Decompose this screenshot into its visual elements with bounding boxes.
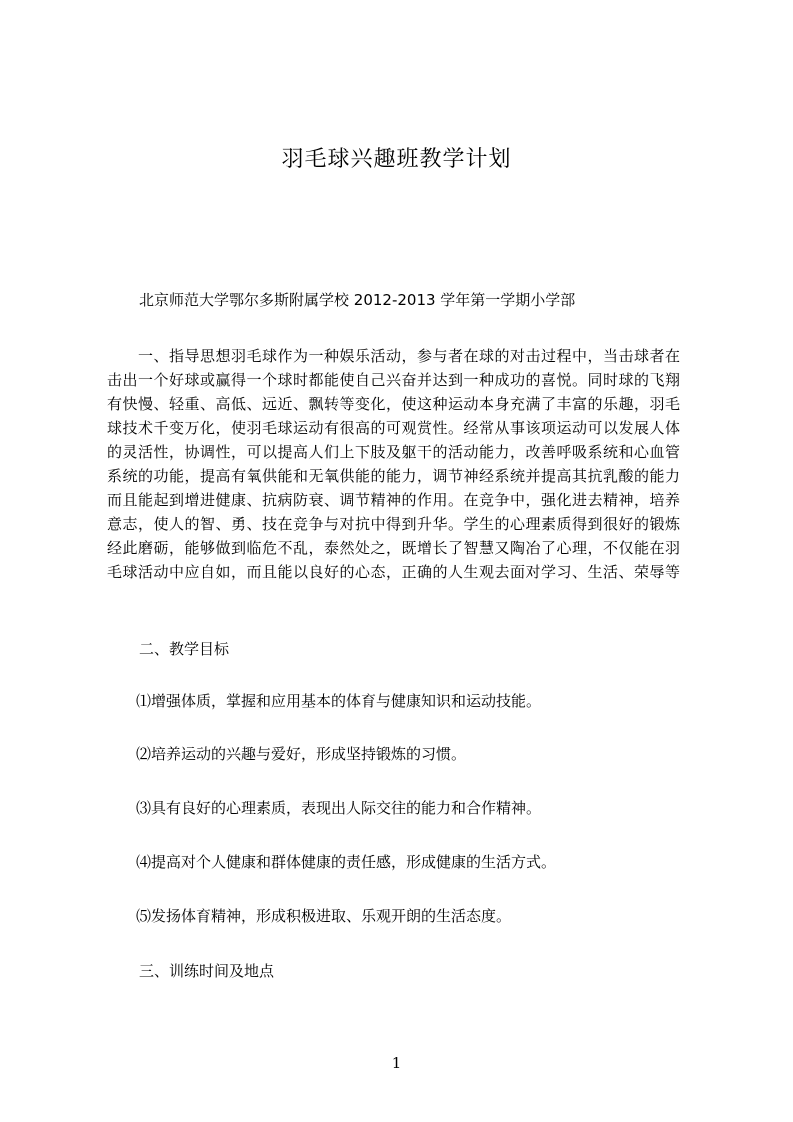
paragraph-line: 的灵活性，协调性，可以提高人们上下肢及躯干的活动能力，改善呼吸系统和心血管	[107, 443, 681, 461]
paragraph-line: 系统的功能，提高有氧供能和无氧供能的能力，调节神经系统并提高其抗乳酸的能力	[107, 467, 681, 485]
goal-item-4: ⑷提高对个人健康和群体健康的责任感，形成健康的生活方式。	[136, 853, 557, 871]
paragraph-line: 击出一个好球或赢得一个球时都能使自己兴奋并达到一种成功的喜悦。同时球的飞翔	[107, 371, 681, 389]
goal-item-5: ⑸发扬体育精神，形成积极进取、乐观开朗的生活态度。	[136, 907, 512, 925]
section-1-guiding-principle	[107, 344, 699, 584]
paragraph-line: 经此磨砺，能够做到临危不乱，泰然处之，既增长了智慧又陶冶了心理，不仅能在羽	[107, 539, 681, 557]
section-3-heading: 三、训练时间及地点	[139, 962, 275, 980]
document-subtitle: 北京师范大学鄂尔多斯附属学校 2012-2013 学年第一学期小学部	[139, 291, 576, 309]
paragraph-line: 有快慢、轻重、高低、远近、飘转等变化，使这种运动本身充满了丰富的乐趣，羽毛	[107, 395, 681, 413]
paragraph-line: 一、指导思想羽毛球作为一种娱乐活动，参与者在球的对击过程中，当击球者在	[138, 347, 681, 365]
section-2-heading: 二、教学目标	[139, 640, 230, 658]
paragraph-line: 毛球活动中应自如，而且能以良好的心态，正确的人生观去面对学习、生活、荣辱等	[107, 563, 681, 581]
paragraph-line: 意志，使人的智、勇、技在竞争与对抗中得到升华。学生的心理素质得到很好的锻炼	[107, 515, 681, 533]
goal-item-1: ⑴增强体质，掌握和应用基本的体育与健康知识和运动技能。	[136, 692, 542, 710]
goal-item-2: ⑵培养运动的兴趣与爱好，形成坚持锻炼的习惯。	[136, 745, 467, 763]
goal-item-3: ⑶具有良好的心理素质，表现出人际交往的能力和合作精神。	[136, 799, 542, 817]
paragraph-line: 球技术千变万化，使羽毛球运动有很高的可观赏性。经常从事该项运动可以发展人体	[107, 419, 681, 437]
document-title: 羽毛球兴趣班教学计划	[281, 147, 512, 172]
paragraph-line: 而且能起到增进健康、抗病防衰、调节精神的作用。在竞争中，强化进去精神，培养	[107, 491, 681, 509]
page-number: 1	[391, 1054, 402, 1072]
